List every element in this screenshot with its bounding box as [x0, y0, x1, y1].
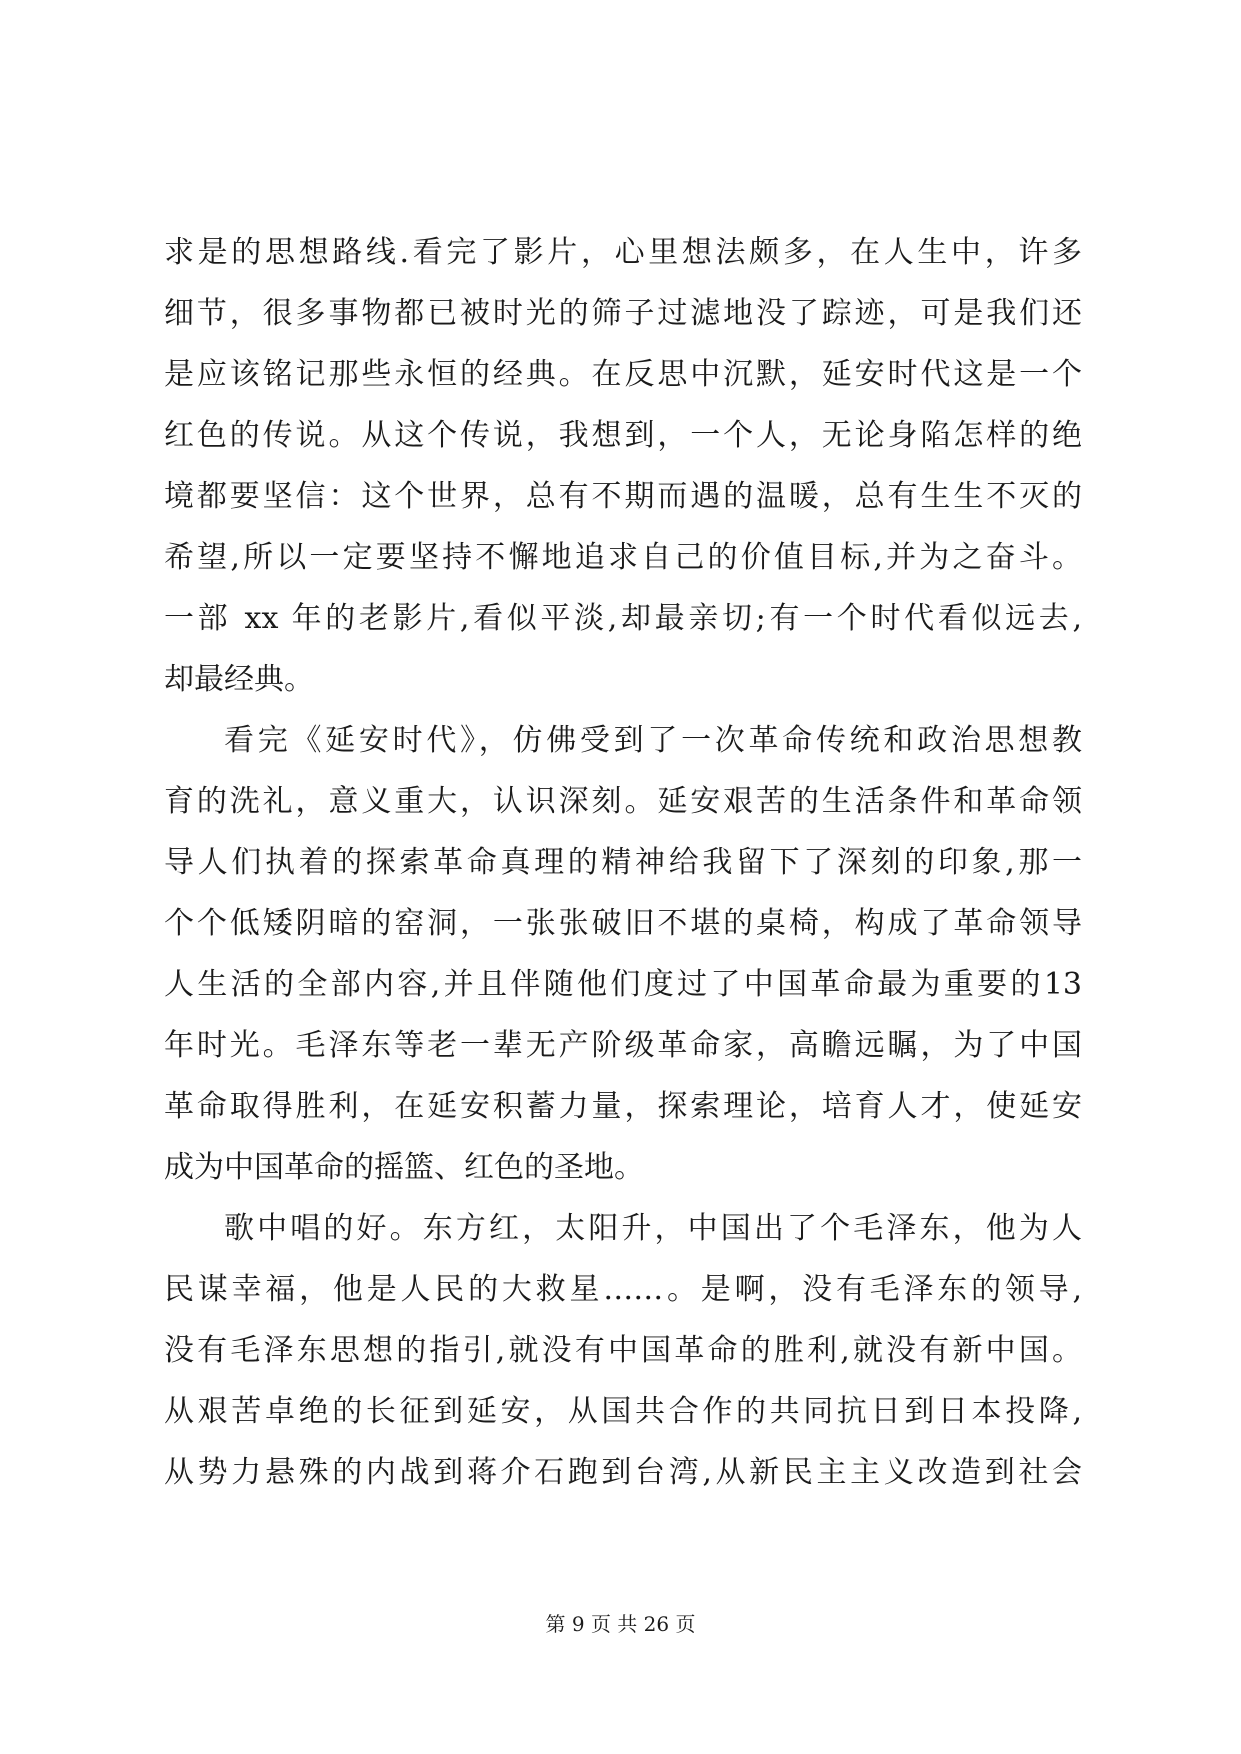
text-line: 革命取得胜利，在延安积蓄力量，探索理论，培育人才，使延安: [164, 1089, 1082, 1124]
text-line: 希望,所以一定要坚持不懈地追求自己的价值目标,并为之奋斗。: [164, 540, 1082, 575]
paragraph-first-line: 歌中唱的好。东方红，太阳升，中国出了个毛泽东，他为人: [224, 1211, 1082, 1246]
document-body: [164, 222, 1082, 1503]
text-line: 一部 xx 年的老影片,看似平淡,却最亲切;有一个时代看似远去,: [164, 601, 1082, 636]
text-line: 求是的思想路线.看完了影片，心里想法颇多，在人生中，许多: [164, 235, 1082, 270]
page-number-footer: 第 9 页 共 26 页: [545, 1612, 696, 1636]
text-line: 细节，很多事物都已被时光的筛子过滤地没了踪迹，可是我们还: [164, 296, 1082, 331]
text-line: 从艰苦卓绝的长征到延安，从国共合作的共同抗日到日本投降,: [164, 1394, 1082, 1429]
text-line: 没有毛泽东思想的指引,就没有中国革命的胜利,就没有新中国。: [164, 1333, 1082, 1368]
text-line: 境都要坚信：这个世界，总有不期而遇的温暖，总有生生不灭的: [164, 479, 1082, 514]
text-line: 红色的传说。从这个传说，我想到，一个人，无论身陷怎样的绝: [164, 418, 1082, 453]
text-line: 人生活的全部内容,并且伴随他们度过了中国革命最为重要的13: [164, 967, 1082, 1002]
paragraph-first-line: 看完《延安时代》，仿佛受到了一次革命传统和政治思想教: [224, 723, 1082, 758]
text-line: 从势力悬殊的内战到蒋介石跑到台湾,从新民主主义改造到社会: [164, 1455, 1082, 1490]
text-line: 育的洗礼，意义重大，认识深刻。延安艰苦的生活条件和革命领: [164, 784, 1082, 819]
text-line: 年时光。毛泽东等老一辈无产阶级革命家，高瞻远瞩，为了中国: [164, 1028, 1082, 1063]
text-line: 却最经典。: [164, 662, 314, 697]
text-line: 是应该铭记那些永恒的经典。在反思中沉默，延安时代这是一个: [164, 357, 1082, 392]
text-line: 民谋幸福，他是人民的大救星……。是啊，没有毛泽东的领导,: [164, 1272, 1082, 1307]
text-line: 导人们执着的探索革命真理的精神给我留下了深刻的印象,那一: [164, 845, 1082, 880]
text-line: 个个低矮阴暗的窑洞，一张张破旧不堪的桌椅，构成了革命领导: [164, 906, 1082, 941]
text-line: 成为中国革命的摇篮、红色的圣地。: [164, 1150, 644, 1185]
